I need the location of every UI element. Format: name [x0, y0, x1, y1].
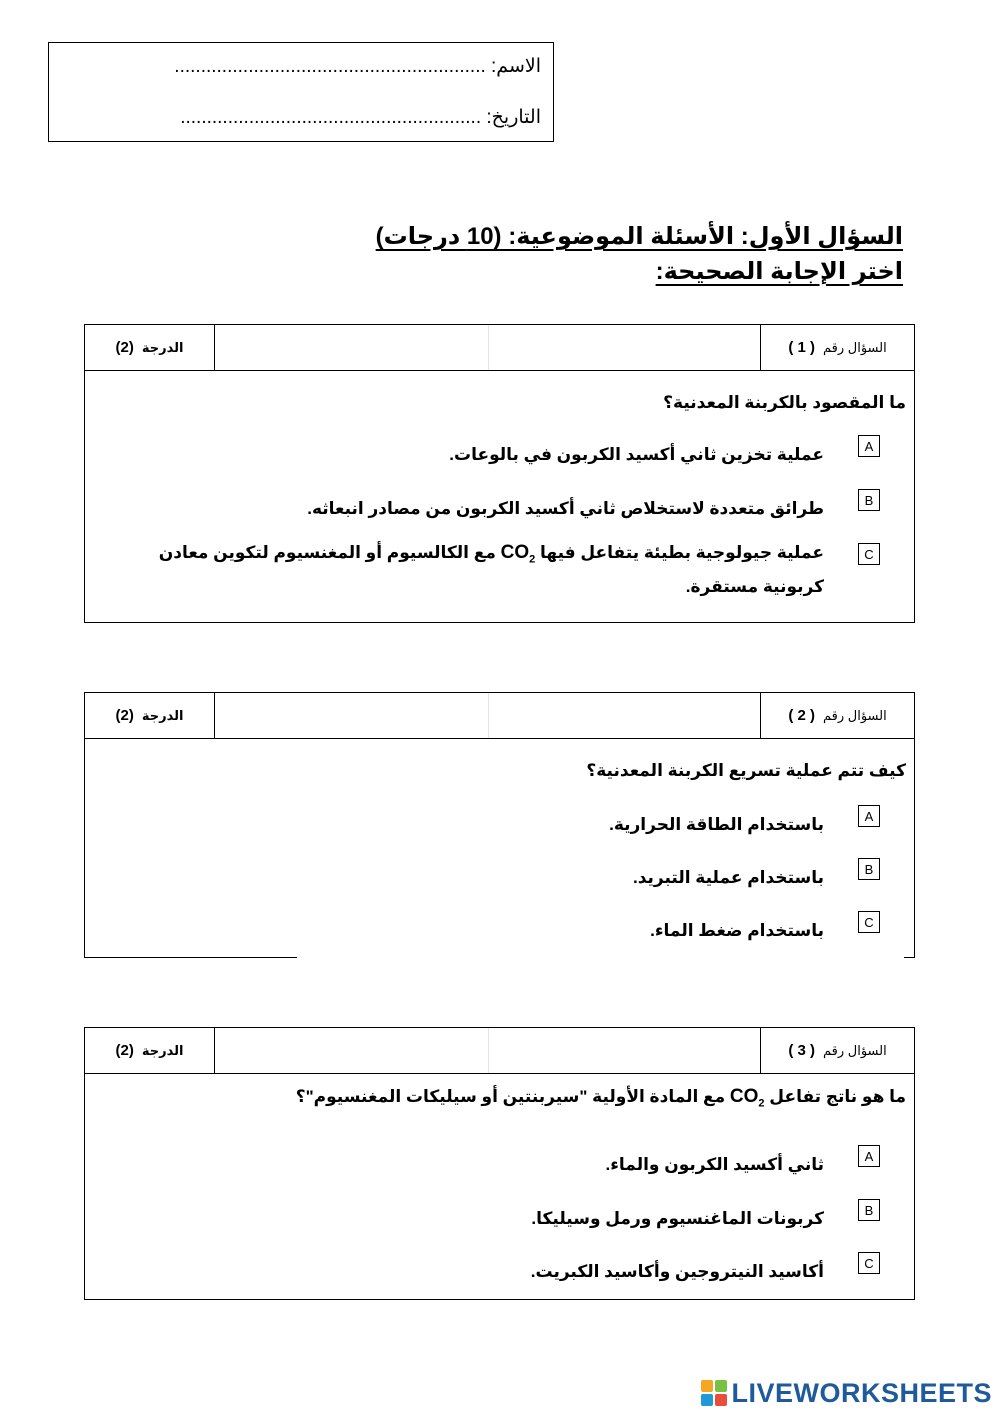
option-b-text[interactable]: كربونات الماغنسيوم ورمل وسيليكا. — [531, 1209, 824, 1228]
question-number-label: السؤال رقم — [823, 1042, 887, 1058]
question-2-grade-cell — [85, 693, 215, 738]
liveworksheets-icon — [701, 1380, 727, 1406]
option-c-text-part2: مع الكالسيوم أو المغنسيوم لتكوين معادن كربونية مستقرة. — [158, 543, 824, 597]
option-c-text-part1: عملية جيولوجية بطيئة يتفاعل فيها — [539, 543, 824, 562]
question-3-text-part2: مع المادة الأولية "سيربنتين أو سيليكات المغنسيوم"؟ — [295, 1087, 726, 1106]
formula-subscript: 2 — [529, 553, 536, 566]
header-divider — [488, 325, 489, 370]
option-c-text[interactable]: أكاسيد النيتروجين وأكاسيد الكبريت. — [530, 1262, 824, 1281]
question-3-box — [84, 1027, 915, 1300]
question-2-box — [84, 692, 915, 958]
logo-text: LIVEWORKSHEETS — [731, 1377, 992, 1408]
question-1-number-cell — [760, 325, 914, 370]
question-1-grade-cell — [85, 325, 215, 370]
question-number-label: السؤال رقم — [823, 707, 887, 723]
co2-formula — [729, 1086, 765, 1110]
option-b-text[interactable]: باستخدام عملية التبريد. — [632, 868, 824, 887]
question-number: ( 2 ) — [788, 707, 815, 724]
option-a-text[interactable]: باستخدام الطاقة الحرارية. — [609, 815, 824, 834]
header-divider — [488, 693, 489, 738]
question-number: ( 3 ) — [788, 1042, 815, 1059]
grade-label: الدرجة — [141, 339, 184, 355]
formula-base: CO — [500, 542, 530, 563]
question-2-number-cell — [760, 693, 914, 738]
question-3-header — [85, 1028, 914, 1074]
grade-value: (2) — [115, 339, 134, 356]
border-gap — [297, 956, 904, 959]
section-instruction: اختر الإجابة الصحيحة: — [655, 258, 903, 285]
formula-subscript: 2 — [758, 1097, 765, 1110]
option-c-checkbox[interactable]: C — [858, 543, 880, 565]
section-title: السؤال الأول: الأسئلة الموضوعية: (10 درجات) — [375, 223, 903, 250]
date-line[interactable] — [180, 106, 541, 129]
co2-formula — [500, 542, 536, 566]
question-number: ( 1 ) — [788, 339, 815, 356]
date-dots: ......................................................... — [180, 107, 482, 128]
option-b-text[interactable]: طرائق متعددة لاستخلاص ثاني أكسيد الكربون من مصادر انبعاثه. — [307, 499, 824, 518]
question-number-label: السؤال رقم — [823, 339, 887, 355]
question-2-text: كيف تتم عملية تسريع الكربنة المعدنية؟ — [586, 761, 906, 780]
question-1-header — [85, 325, 914, 371]
option-a-text[interactable]: عملية تخزين ثاني أكسيد الكربون في بالوعات. — [449, 445, 824, 464]
question-2-header — [85, 693, 914, 739]
question-3-text-part1: ما هو ناتج تفاعل — [769, 1087, 906, 1106]
option-c-checkbox[interactable]: C — [858, 1252, 880, 1274]
grade-label: الدرجة — [141, 707, 184, 723]
date-label: التاريخ: — [486, 107, 541, 128]
question-3-grade-cell — [85, 1028, 215, 1073]
option-a-checkbox[interactable]: A — [858, 435, 880, 457]
grade-value: (2) — [115, 707, 134, 724]
option-a-checkbox[interactable]: A — [858, 805, 880, 827]
option-c-checkbox[interactable]: C — [858, 911, 880, 933]
option-b-checkbox[interactable]: B — [858, 489, 880, 511]
name-label: الاسم: — [491, 56, 541, 77]
option-c-text[interactable]: باستخدام ضغط الماء. — [650, 921, 824, 940]
student-info-box — [48, 42, 554, 142]
question-3-number-cell — [760, 1028, 914, 1073]
option-b-checkbox[interactable]: B — [858, 858, 880, 880]
option-a-text[interactable]: ثاني أكسيد الكربون والماء. — [605, 1155, 824, 1174]
option-a-checkbox[interactable]: A — [858, 1145, 880, 1167]
question-1-text: ما المقصود بالكربنة المعدنية؟ — [663, 393, 906, 412]
name-line[interactable] — [174, 55, 541, 78]
option-b-checkbox[interactable]: B — [858, 1199, 880, 1221]
question-1-box — [84, 324, 915, 623]
grade-label: الدرجة — [141, 1042, 184, 1058]
header-divider — [488, 1028, 489, 1073]
name-dots: ........................................................... — [174, 56, 486, 77]
liveworksheets-logo — [701, 1378, 992, 1408]
option-c-text[interactable] — [124, 539, 824, 601]
grade-value: (2) — [115, 1042, 134, 1059]
formula-base: CO — [729, 1086, 759, 1107]
question-3-text — [296, 1086, 906, 1109]
